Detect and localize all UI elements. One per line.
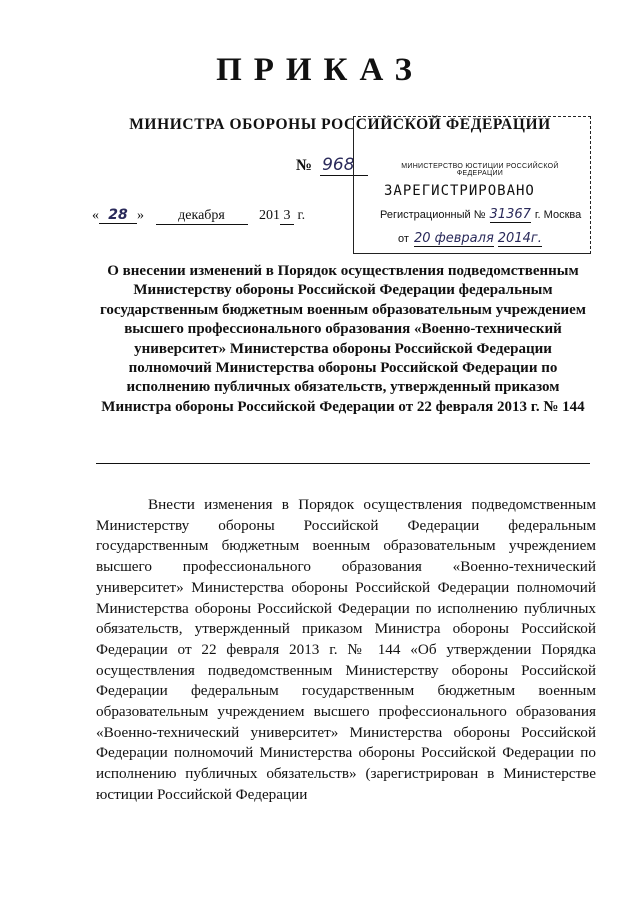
date-month: декабря xyxy=(156,208,248,225)
date-year-digit: 3 xyxy=(280,208,294,225)
ministry-heading: МИНИСТРА ОБОРОНЫ РОССИЙСКОЙ ФЕДЕРАЦИИ xyxy=(129,116,551,133)
order-date-line xyxy=(92,207,305,225)
stamp-date-year: 2014г. xyxy=(497,231,542,246)
stamp-registration-number xyxy=(380,207,581,223)
order-number: 968 xyxy=(320,155,368,176)
stamp-date xyxy=(398,231,544,247)
stamp-reg-label: Регистрационный № xyxy=(380,209,486,221)
stamp-reg-number: 31367 xyxy=(489,207,531,222)
date-year-prefix: 201 xyxy=(259,208,280,223)
stamp-registered: ЗАРЕГИСТРИРОВАНО xyxy=(384,183,535,199)
date-open-quote: « xyxy=(92,208,99,223)
order-body: Внести изменения в Порядок осуществления подведомственным Министерству обороны Российской Федерации федеральным государственным бюджетным военным образовательным учреждением высшего профессионального образования «Военно-технический университет» Министерства обороны Российской Федерации полномочий Министерства обороны Российской Федерации по исполнению публичных обязательств, утвержденный приказом Министра обороны Российской Федерации от 22 февраля 2013 г. № 144 «Об утверждении Порядка осуществления подведомственным Министерству обороны Российской Федерации федеральным государственным бюджетным военным образовательным учреждением высшего профессионального образования «Военно-технический университет» Министерства обороны Российской Федерации полномочий Министерства обороны Российской Федерации по исполнению публичных обязательств» (зарегистрирован в Министерстве юстиции Российской Федерации xyxy=(96,496,596,803)
stamp-ministry: МИНИСТЕРСТВО ЮСТИЦИИ РОССИЙСКОЙ ФЕДЕРАЦИИ xyxy=(401,163,559,177)
stamp-city: г. Москва xyxy=(534,209,582,221)
stamp-date-value: 20 февраля xyxy=(413,231,494,246)
document-title: ПРИКАЗ xyxy=(216,52,424,88)
date-close-quote: » xyxy=(137,208,144,223)
registration-stamp xyxy=(353,116,591,254)
order-subject: О внесении изменений в Порядок осуществления подведомственным Министерству обороны Российской Федерации федеральным государственным бюджетным военным образовательным учреждением высшего профессионального образования «Военно-технический университет» Министерства обороны Российской Федерации полномочий Министерства обороны Российской Федерации по исполнению публичных обязательств, утвержденный приказом Министра обороны Российской Федерации от 22 февраля 2013 г. № 144 xyxy=(99,263,587,415)
subject-divider xyxy=(96,463,590,464)
date-day: 28 xyxy=(99,207,137,224)
date-year-suffix: г. xyxy=(297,208,306,223)
stamp-date-prefix: от xyxy=(398,233,409,245)
number-prefix: № xyxy=(296,157,313,174)
